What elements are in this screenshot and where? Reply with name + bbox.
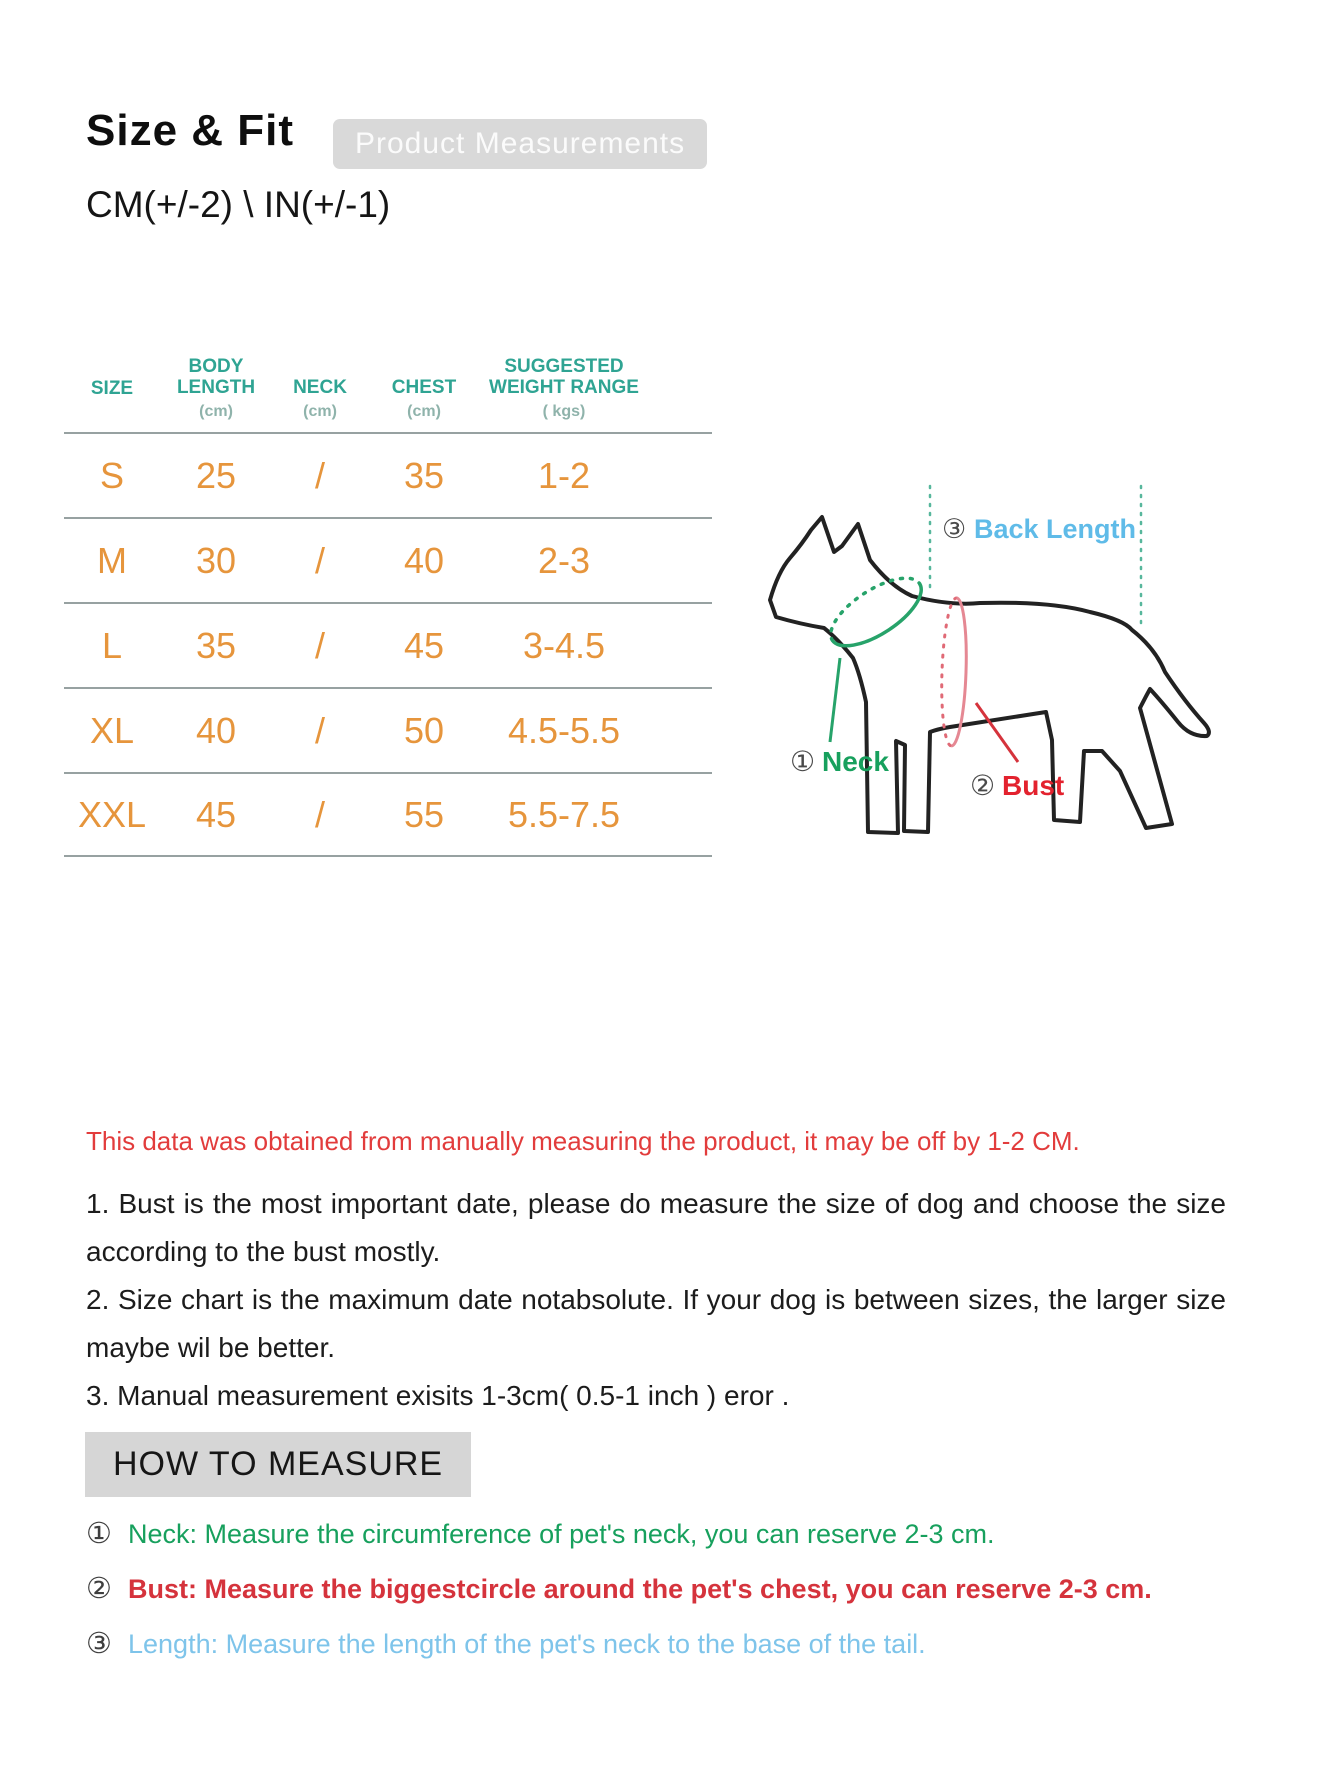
cell-weight-range: 4.5-5.5 <box>507 709 621 751</box>
measure-item-neck <box>86 1516 1152 1550</box>
cell-body-length: 30 <box>195 539 237 581</box>
cell-neck: / <box>314 709 325 751</box>
cell-size: XL <box>89 709 135 751</box>
circled-number-icon: ③ <box>86 1626 112 1660</box>
column-header-size: SIZE <box>90 378 134 399</box>
back-length-label: ③ Back Length <box>942 514 1137 545</box>
dog-measurement-diagram <box>650 440 1340 870</box>
cell-neck: / <box>314 624 325 666</box>
bust-dashed-arc <box>939 598 956 746</box>
cell-weight-range: 1-2 <box>537 454 591 496</box>
bust-label: ② Bust <box>970 769 1065 802</box>
note-item-1: 1. Bust is the most important date, please do measure the size of dog and choose the size according to the bust mostly. <box>86 1188 1226 1267</box>
neck-collar-dotted-arc <box>820 565 919 640</box>
neck-pointer-line <box>830 658 840 742</box>
cell-weight-range: 3-4.5 <box>522 624 606 666</box>
table-row <box>64 517 712 602</box>
measure-item-length <box>86 1626 1152 1660</box>
tolerance-text: CM(+/-2) \ IN(+/-1) <box>86 184 391 225</box>
product-measurements-badge: Product Measurements <box>333 119 707 169</box>
cell-neck: / <box>314 539 325 581</box>
cell-chest: 40 <box>403 539 445 581</box>
cell-size: L <box>101 624 123 666</box>
note-item-2: 2. Size chart is the maximum date notabsolute. If your dog is between sizes, the larger size maybe wil be better. <box>86 1284 1226 1363</box>
cell-body-length: 40 <box>195 709 237 751</box>
cell-chest: 50 <box>403 709 445 751</box>
cell-size: XXL <box>77 793 147 835</box>
cell-body-length: 45 <box>195 793 237 835</box>
table-row <box>64 432 712 517</box>
neck-label: ① Neck <box>790 745 889 778</box>
column-header-weight-range: SUGGESTED WEIGHT RANGE ( kgs) <box>489 356 639 420</box>
table-row <box>64 772 712 857</box>
column-header-neck: NECK (cm) <box>293 377 347 420</box>
measure-item-text: Length: Measure the length of the pet's neck to the base of the tail. <box>128 1629 926 1659</box>
size-table <box>64 338 712 857</box>
column-header-chest: CHEST (cm) <box>391 377 457 420</box>
measure-item-text: Neck: Measure the circumference of pet's neck, you can reserve 2-3 cm. <box>128 1519 995 1549</box>
cell-chest: 35 <box>403 454 445 496</box>
measure-list <box>86 1516 1152 1681</box>
neck-collar-solid-arc <box>832 584 931 659</box>
cell-weight-range: 5.5-7.5 <box>507 793 621 835</box>
table-row <box>64 687 712 772</box>
how-to-measure-title: HOW TO MEASURE <box>85 1432 471 1497</box>
cell-neck: / <box>314 793 325 835</box>
disclaimer-text: This data was obtained from manually measuring the product, it may be off by 1-2 CM. <box>86 1126 1080 1156</box>
circled-number-icon: ① <box>86 1516 112 1550</box>
note-item-3: 3. Manual measurement exisits 1-3cm( 0.5-1 inch ) eror . <box>86 1380 790 1411</box>
cell-body-length: 25 <box>195 454 237 496</box>
cell-size: M <box>97 539 127 581</box>
column-header-body-length: BODY LENGTH (cm) <box>176 356 256 420</box>
cell-chest: 55 <box>403 793 445 835</box>
page-title: Size & Fit <box>86 106 295 155</box>
circled-number-icon: ② <box>86 1571 112 1605</box>
cell-chest: 45 <box>403 624 445 666</box>
notes-section <box>86 1180 1226 1420</box>
measure-item-text: Bust: Measure the biggestcircle around the pet's chest, you can reserve 2-3 cm. <box>128 1574 1152 1604</box>
measure-item-bust <box>86 1571 1152 1605</box>
table-header-row <box>64 338 712 432</box>
cell-body-length: 35 <box>195 624 237 666</box>
bust-pointer-line <box>976 703 1018 762</box>
table-row <box>64 602 712 687</box>
cell-neck: / <box>314 454 325 496</box>
cell-size: S <box>99 454 124 496</box>
cell-weight-range: 2-3 <box>537 539 591 581</box>
